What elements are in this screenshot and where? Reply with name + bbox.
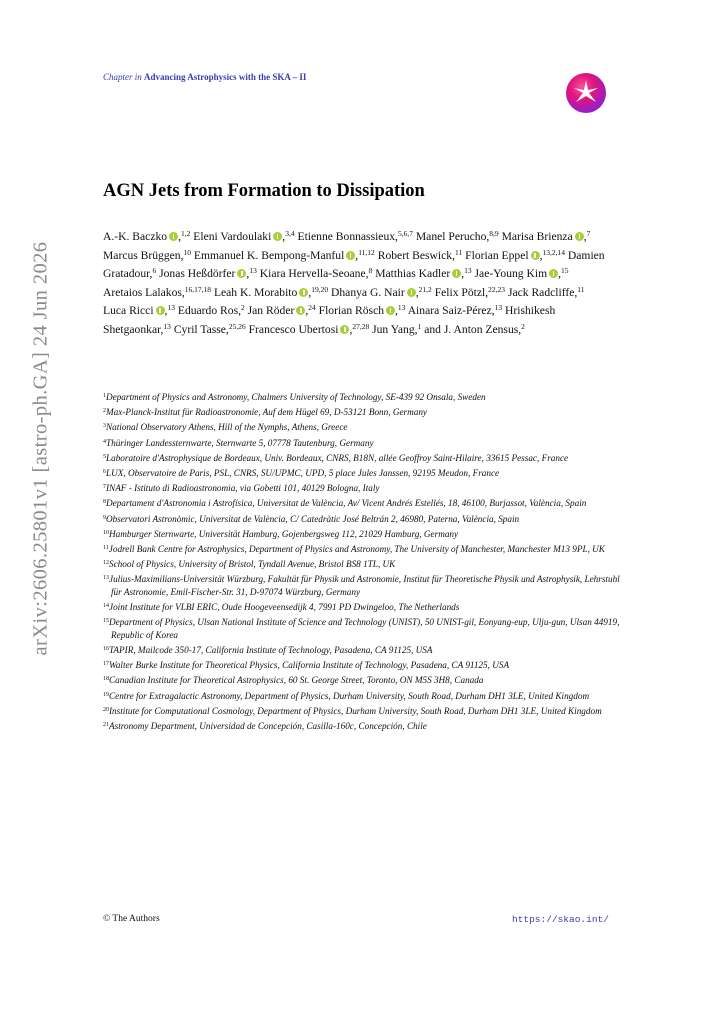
affiliation-item	[103, 558, 623, 571]
affiliation-item	[103, 720, 623, 733]
author-name: Felix Pötzl	[434, 285, 486, 299]
author-entry: Hrishikesh Shetgaonkar,$^{13}$	[103, 304, 556, 336]
affiliation-text: Observatori Astronòmic, Universitat de València, C/ Catedràtic José Beltrán 2, 46980, Paterna, València, Spain	[106, 513, 520, 524]
author-name: Florian Rösch	[318, 304, 385, 318]
affiliation-item	[103, 573, 623, 598]
affiliation-number: 6	[103, 468, 106, 475]
author-affiliation-marker: 24	[308, 303, 316, 313]
author-entry: Luca Ricci ,$^{13}$	[103, 303, 175, 318]
orcid-icon[interactable]	[299, 288, 308, 297]
affiliation-number: 13	[103, 575, 109, 582]
affiliation-item	[103, 482, 623, 495]
author-affiliation-marker: 13	[167, 303, 175, 313]
author-affiliation-marker: 2	[521, 321, 525, 331]
author-entry: Felix Pötzl,$^{22,23}$	[434, 284, 506, 299]
affiliation-item	[103, 543, 623, 556]
affiliation-item	[103, 437, 623, 450]
affiliation-text: LUX, Observatoire de Paris, PSL, CNRS, SU/UPMC, UPD, 5 place Jules Janssen, 92195 Meudon, France	[106, 467, 500, 478]
affiliation-text: Astronomy Department, Universidad de Concepción, Casilla-160c, Concepción, Chile	[109, 720, 427, 731]
affiliation-number: 4	[103, 438, 106, 445]
author-affiliation-marker: 25,26	[228, 321, 246, 331]
author-name: Eleni Vardoulaki	[193, 230, 272, 243]
author-entry: Ainara Saiz-Pérez,$^{13}$	[407, 303, 503, 318]
affiliation-item	[103, 690, 623, 703]
affiliation-text: Max-Planck-Institut für Radioastronomie, Auf dem Hügel 69, D-53121 Bonn, Germany	[106, 407, 428, 418]
author-affiliation-marker: 13	[464, 266, 472, 276]
affiliation-number: 20	[103, 706, 109, 713]
author-name: Jonas Heßdörfer	[159, 267, 236, 281]
author-list: A.-K. Baczko ,$^{1,2}$ Eleni Vardoulaki ,$^{3,4}$ Etienne Bonnassieux,$^{5,6,7}$ Manel Perucho,$^{8,9}$ Marisa Brienza ,$^7$ Marcus Brüggen,$^{10}$ Emmanuel K. Bempong-Manful ,$^{11,12}$ Robert Beswick,$^{11}$ Florian Eppel ,$^{13,2,14}$ Damien Gratadour,$^6$ Jonas Heßdörfer ,$^{13}$ Kiara Hervella-Seoane,$^8$ Matthias Kadler ,$^{13}$ Jae-Young Kim ,$^{15}$ Aretaios Lalakos,$^{16,17,18}$ Leah K. Morabito ,$^{19,20}$ Dhanya G. Nair ,$^{21,2}$ Felix Pötzl,$^{22,23}$ Jack Radcliffe,$^{11}$ Luca Ricci ,$^{13}$ Eduardo Ros,$^2$ Jan Röder ,$^{24}$ Florian Rösch ,$^{13}$ Ainara Saiz-Pérez,$^{13}$ Hrishikesh Shetgaonkar,$^{13}$ Cyril Tasse,$^{25,26}$ Francesco Ubertosi ,$^{27,28}$ Jun Yang,$^1$ and J. Anton Zensus,$^2$	[103, 229, 605, 336]
affiliation-number: 17	[103, 661, 109, 668]
affiliation-text: INAF - Istituto di Radioastronomia, via Gobetti 101, 40129 Bologna, Italy	[106, 483, 380, 494]
author-affiliation-marker: 11	[577, 284, 585, 294]
author-affiliation-marker: 22,23	[488, 284, 506, 294]
affiliation-list	[103, 391, 623, 735]
arxiv-identifier-text: arXiv:2606.25801v1 [astro-ph.GA] 24 Jun 2026	[29, 241, 52, 655]
author-name: Emmanuel K. Bempong-Manful	[193, 248, 345, 262]
author-entry: Kiara Hervella-Seoane,$^8$	[259, 266, 373, 281]
affiliation-number: 16	[103, 646, 109, 652]
book-title: Advancing Astrophysics with the SKA – II	[144, 72, 307, 82]
orcid-icon[interactable]	[340, 325, 349, 334]
author-name: Damien Gratadour	[103, 248, 605, 281]
author-affiliation-marker: 13	[163, 321, 171, 331]
author-affiliation-marker: 13	[249, 266, 257, 276]
author-entry: Jan Röder ,$^{24}$	[247, 303, 316, 318]
author-affiliation-marker: 1	[417, 321, 422, 331]
author-name: Jun Yang	[372, 322, 415, 336]
author-entry: Eduardo Ros,$^2$	[177, 303, 245, 318]
author-affiliation-marker: 11,12	[358, 247, 375, 257]
author-entry: Dhanya G. Nair ,$^{21,2}$	[331, 284, 432, 299]
affiliation-number: 19	[103, 691, 109, 698]
arxiv-identifier-stamp	[24, 241, 58, 655]
orcid-icon[interactable]	[296, 306, 305, 315]
author-affiliation-marker: 7	[586, 229, 591, 238]
author-entry: Florian Eppel ,$^{13,2,14}$	[465, 247, 565, 262]
author-name: Jae-Young Kim	[474, 267, 548, 281]
affiliation-text: Centre for Extragalactic Astronomy, Department of Physics, Durham University, South Road, Durham DH1 3LE, United Kingdom	[109, 690, 590, 701]
author-entry: Jack Radcliffe,$^{11}$	[507, 284, 585, 299]
ska-star-logo	[566, 73, 606, 113]
affiliation-item	[103, 644, 623, 657]
affiliation-text: Julius-Maximilians-Universität Würzburg, Fakultät für Physik und Astronomie, Institut für Theoretische Physik und Astrophysik, Lehrstuhl für Astronomie, Emil-Fischer-Str. 31, D-97074 Würzburg, Germany	[109, 574, 620, 597]
author-name: Matthias Kadler	[375, 267, 451, 281]
author-affiliation-marker: 8	[368, 266, 373, 276]
author-affiliation-marker: 13	[494, 303, 503, 313]
author-entry: Aretaios Lalakos,$^{16,17,18}$	[103, 284, 212, 299]
affiliation-text: Jodrell Bank Centre for Astrophysics, Department of Physics and Astronomy, The University of Manchester, Manchester M13 9PL, UK	[108, 543, 605, 554]
ska-link[interactable]: https://skao.int/	[512, 914, 609, 925]
author-affiliation-marker: 21,2	[418, 284, 432, 294]
affiliation-text: Walter Burke Institute for Theoretical Physics, California Institute of Technology, Pasadena, CA 91125, USA	[109, 660, 510, 671]
author-name: Cyril Tasse	[173, 322, 226, 336]
author-affiliation-marker: 8,9	[489, 229, 499, 238]
affiliation-item	[103, 452, 623, 465]
affiliation-number: 8	[103, 499, 106, 506]
author-name: Florian Eppel	[465, 248, 529, 262]
affiliation-text: Department of Physics, Ulsan National Institute of Science and Technology (UNIST), 50 UNIST-gil, Eonyang-eup, Ulju-gun, Ulsan 44919, Republic of Korea	[109, 617, 620, 640]
author-affiliation-marker: 10	[183, 247, 192, 257]
affiliation-text: Laboratoire d'Astrophysique de Bordeaux, Univ. Bordeaux, CNRS, B18N, allée Geoffroy Saint-Hilaire, 33615 Pessac, France	[106, 452, 569, 463]
affiliation-number: 18	[103, 676, 109, 683]
author-name: J. Anton Zensus	[443, 322, 519, 336]
author-name: Eduardo Ros	[177, 304, 239, 318]
orcid-icon[interactable]	[386, 306, 395, 315]
affiliation-text: Departament d'Astronomia i Astrofísica, Universitat de València, Av/ Vicent Andrés Estellés, 18, 46100, Burjassot, València, Spain	[106, 498, 587, 509]
author-name: Etienne Bonnassieux	[297, 230, 396, 243]
affiliation-number: 3	[103, 423, 106, 430]
author-entry: Jun Yang,$^1$	[372, 321, 422, 336]
orcid-icon[interactable]	[169, 232, 178, 241]
author-entry: Eleni Vardoulaki ,$^{3,4}$	[193, 229, 295, 243]
author-name: Leah K. Morabito	[213, 285, 298, 299]
author-name: Kiara Hervella-Seoane	[259, 267, 366, 281]
affiliation-number: 12	[103, 560, 109, 567]
author-affiliation-marker: 19,20	[311, 284, 329, 294]
affiliation-item	[103, 391, 623, 404]
author-affiliation-marker: 5,6,7	[397, 229, 413, 238]
author-affiliation-marker: 27,28	[352, 321, 370, 331]
paper-title: AGN Jets from Formation to Dissipation	[103, 181, 425, 201]
author-name: Jack Radcliffe	[507, 285, 575, 299]
affiliation-number: 7	[103, 484, 106, 491]
star-icon	[566, 73, 606, 113]
author-entry: A.-K. Baczko ,$^{1,2}$	[103, 229, 191, 243]
author-entry: Marcus Brüggen,$^{10}$	[103, 247, 192, 262]
author-affiliation-marker: 11	[455, 247, 463, 257]
author-entry: Florian Rösch ,$^{13}$	[318, 303, 406, 318]
author-name: Dhanya G. Nair	[331, 285, 405, 299]
orcid-icon[interactable]	[531, 251, 540, 260]
affiliation-item	[103, 497, 623, 510]
author-name: Luca Ricci	[103, 304, 154, 318]
affiliation-text: School of Physics, University of Bristol, Tyndall Avenue, Bristol BS8 1TL, UK	[109, 559, 396, 570]
affiliation-item	[103, 513, 623, 526]
author-entry: Emmanuel K. Bempong-Manful ,$^{11,12}$	[193, 247, 375, 262]
affiliation-item	[103, 705, 623, 718]
orcid-icon[interactable]	[407, 288, 416, 297]
orcid-icon[interactable]	[452, 269, 461, 278]
orcid-icon[interactable]	[156, 306, 165, 315]
author-entry: Jonas Heßdörfer ,$^{13}$	[159, 266, 257, 281]
affiliation-number: 21	[103, 721, 109, 728]
affiliation-text: Institute for Computational Cosmology, Department of Physics, Durham University, South Road, Durham DH1 3LE, United Kingdom	[109, 705, 602, 716]
affiliation-item	[103, 659, 623, 672]
author-entry: Marisa Brienza ,$^7$	[501, 229, 591, 243]
author-entry: Robert Beswick,$^{11}$	[377, 247, 463, 262]
author-name: Ainara Saiz-Pérez	[407, 304, 492, 318]
affiliation-text: TAPIR, Mailcode 350-17, California Institute of Technology, Pasadena, CA 91125, USA	[109, 645, 433, 655]
author-affiliation-marker: 13	[397, 303, 406, 313]
author-entry: Jae-Young Kim ,$^{15}$	[474, 266, 569, 281]
affiliation-number: 10	[103, 529, 109, 536]
affiliation-number: 14	[103, 603, 109, 610]
author-entry: Cyril Tasse,$^{25,26}$	[173, 321, 246, 336]
author-affiliation-marker: 2	[240, 303, 245, 313]
author-name: Manel Perucho	[415, 230, 487, 243]
author-affiliation-marker: 15	[561, 266, 569, 276]
affiliation-number: 5	[103, 453, 106, 460]
orcid-icon[interactable]	[237, 269, 246, 278]
author-name: Marisa Brienza	[501, 230, 573, 243]
author-entry: Manel Perucho,$^{8,9}$	[415, 229, 499, 243]
author-affiliation-marker: 1,2	[180, 229, 191, 238]
author-name: Francesco Ubertosi	[248, 322, 339, 336]
chapter-prefix: Chapter in	[103, 72, 145, 82]
affiliation-item	[103, 467, 623, 480]
author-name: A.-K. Baczko	[103, 230, 168, 243]
affiliation-text: Hamburger Sternwarte, Universität Hamburg, Gojenbergsweg 112, 21029 Hamburg, Germany	[109, 528, 459, 539]
affiliation-number: 1	[103, 393, 106, 399]
affiliation-item	[103, 616, 623, 641]
affiliation-text: Department of Physics and Astronomy, Chalmers University of Technology, SE-439 92 Onsala, Sweden	[106, 392, 486, 402]
author-affiliation-marker: 13,2,14	[542, 247, 565, 257]
affiliation-item	[103, 528, 623, 541]
orcid-icon[interactable]	[575, 232, 584, 241]
affiliation-text: National Observatory Athens, Hill of the Nymphs, Athens, Greece	[106, 422, 348, 433]
author-name: Aretaios Lalakos	[103, 285, 182, 299]
affiliation-text: Joint Institute for VLBI ERIC, Oude Hoogeveensedijk 4, 7991 PD Dwingeloo, The Netherlands	[109, 602, 460, 613]
orcid-icon[interactable]	[273, 232, 282, 241]
author-affiliation-marker: 6	[152, 266, 157, 276]
author-name: Marcus Brüggen	[103, 248, 181, 262]
affiliation-number: 11	[103, 544, 109, 551]
author-entry: Etienne Bonnassieux,$^{5,6,7}$	[297, 229, 413, 243]
author-entry: Damien Gratadour,$^6$	[103, 248, 605, 281]
author-entry: Leah K. Morabito ,$^{19,20}$	[213, 284, 329, 299]
author-affiliation-marker: 3,4	[285, 229, 295, 238]
affiliation-number: 2	[103, 408, 106, 415]
author-entry: Francesco Ubertosi ,$^{27,28}$	[248, 321, 370, 336]
copyright-notice: © The Authors	[103, 914, 160, 924]
author-entry: Matthias Kadler ,$^{13}$	[375, 266, 472, 281]
affiliation-item	[103, 421, 623, 434]
author-entry: J. Anton Zensus,$^2$	[443, 321, 525, 336]
affiliation-text: Thüringer Landessternwarte, Sternwarte 5, 07778 Tautenburg, Germany	[106, 437, 374, 448]
author-name: Jan Röder	[247, 304, 295, 318]
affiliation-text: Canadian Institute for Theoretical Astrophysics, 60 St. George Street, Toronto, ON M5S 3H8, Canada	[109, 675, 484, 686]
affiliation-item	[103, 674, 623, 687]
author-name: Robert Beswick	[377, 248, 453, 262]
affiliation-number: 9	[103, 514, 106, 521]
affiliation-item	[103, 601, 623, 614]
orcid-icon[interactable]	[549, 269, 558, 278]
affiliation-item	[103, 406, 623, 419]
orcid-icon[interactable]	[346, 251, 355, 260]
author-affiliation-marker: 16,17,18	[184, 284, 212, 294]
author-name: Hrishikesh Shetgaonkar	[103, 304, 556, 336]
affiliation-number: 15	[103, 618, 109, 625]
chapter-header	[103, 72, 306, 82]
